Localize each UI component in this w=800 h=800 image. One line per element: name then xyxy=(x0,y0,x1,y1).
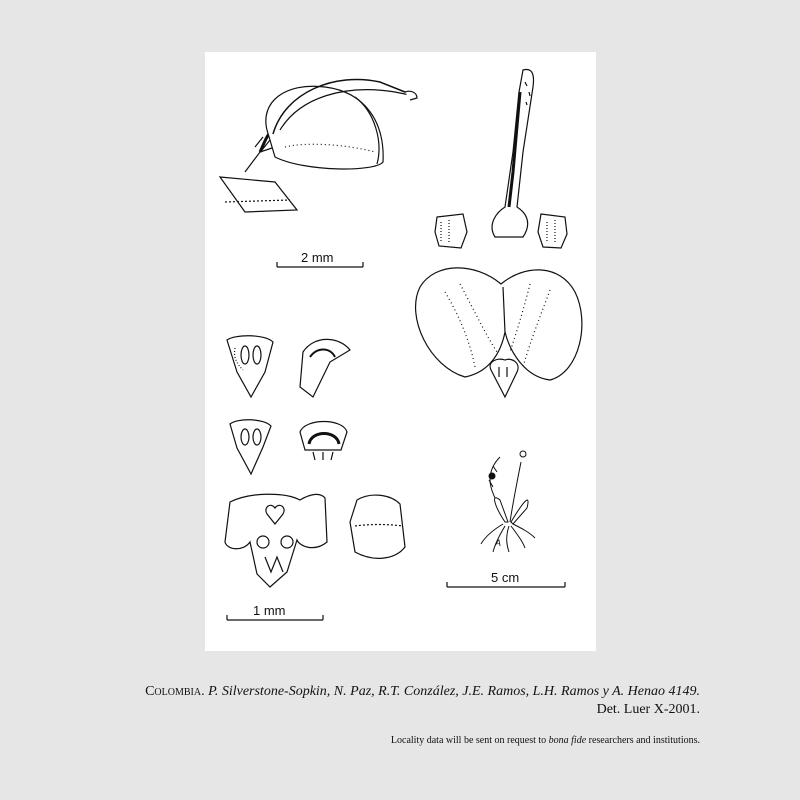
handwritten-initials: A xyxy=(495,538,502,548)
caption-line-collectors xyxy=(100,683,700,701)
scale-label-5cm: 5 cm xyxy=(491,570,520,585)
botanical-illustration-plate xyxy=(205,52,596,651)
dorsal-sepal-drawing xyxy=(492,70,533,237)
flower-side-view xyxy=(220,79,417,212)
specimen-caption xyxy=(100,683,700,719)
caption-determination: Det. Luer X-2001. xyxy=(596,702,700,717)
note-suffix: researchers and institutions. xyxy=(588,735,700,746)
synsepal-drawing xyxy=(416,268,582,397)
plate-drawing xyxy=(205,52,596,651)
column-lip-spread xyxy=(225,494,405,587)
plant-habit-drawing xyxy=(481,451,535,552)
lip-views xyxy=(227,336,350,474)
note-prefix: Locality data will be sent on request to xyxy=(390,735,547,746)
scale-label-1mm: 1 mm xyxy=(253,603,286,618)
caption-country: Colombia. xyxy=(145,684,205,699)
locality-note xyxy=(100,735,700,746)
note-emphasis: bona fide xyxy=(548,735,587,746)
caption-collectors: P. Silverstone-Sopkin, N. Paz, R.T. Conzález, J.E. Ramos, L.H. Ramos y A. Henao 4149. xyxy=(208,684,700,699)
scale-label-2mm: 2 mm xyxy=(301,250,334,265)
